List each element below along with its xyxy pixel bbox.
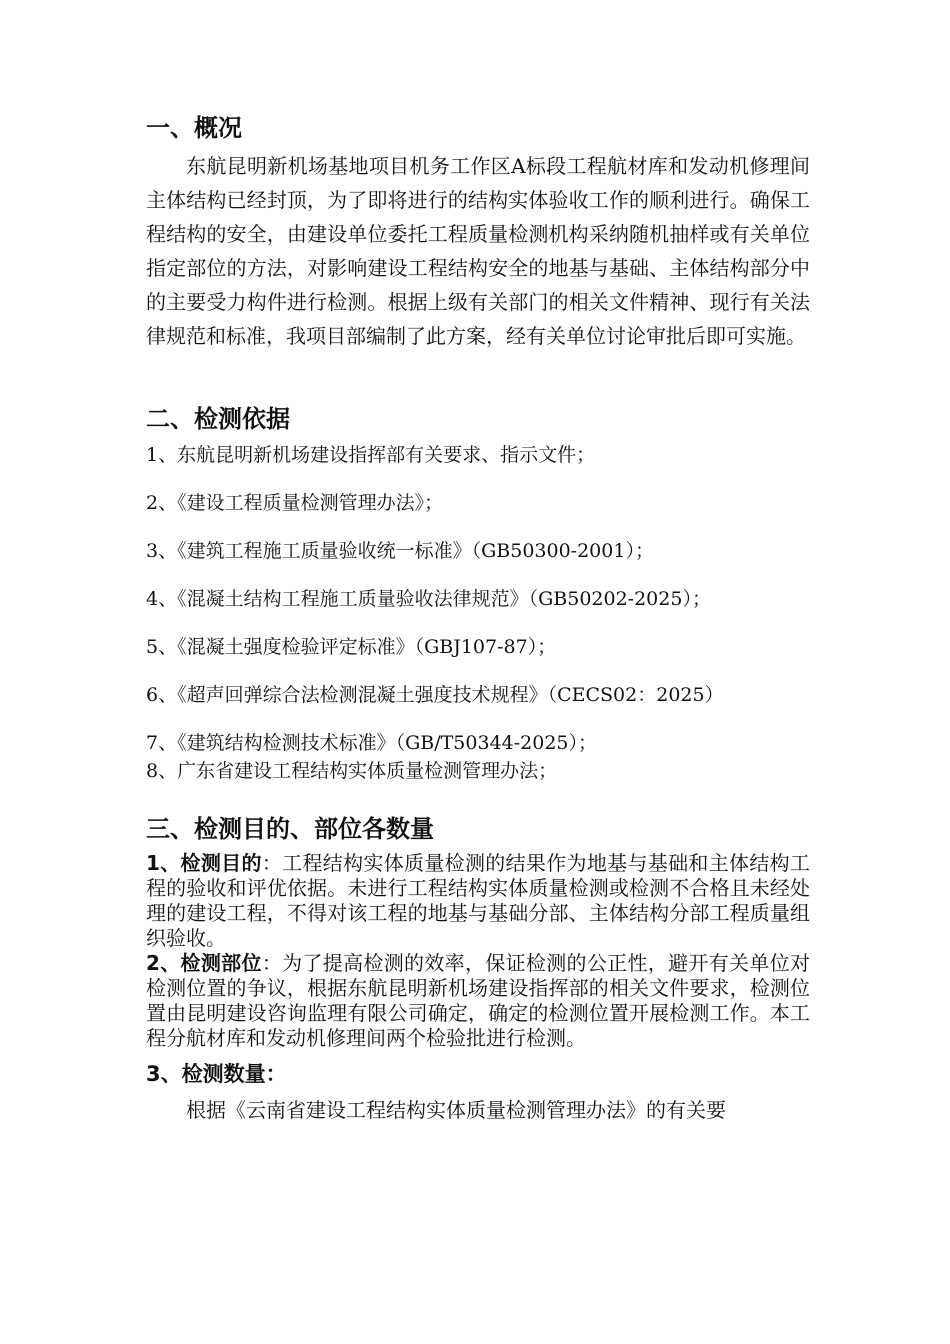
basis-list [146,441,810,785]
purpose-label: 1、检测目的 [146,851,262,875]
section-1-title: 一、概况 [146,114,242,142]
location-paragraph [146,951,810,1051]
document-page [146,110,810,1127]
basis-item-3: 3、《建筑工程施工质量验收统一标准》（GB50300-2001）； [146,540,654,562]
basis-item-8: 8、广东省建设工程结构实体质量检测管理办法； [146,760,558,782]
purpose-text: ：工程结构实体质量检测的结果作为地基与基础和主体结构工程的验收和评优依据。未进行工程结构实体质量检测或检测不合格且未经处理的建设工程，不得对该工程的地基与基础分部、主体结构分部工程质量组织验收。 [146,851,811,950]
quantity-heading: 3、检测数量： [146,1062,287,1086]
basis-item-1: 1、东航昆明新机场建设指挥部有关要求、指示文件； [146,444,596,466]
location-text: ：为了提高检测的效率，保证检测的公正性，避开有关单位对检测位置的争议，根据东航昆明新机场建设指挥部的相关文件要求，检测位置由昆明建设咨询监理有限公司确定，确定的检测位置开展检测工作。本工程分航材库和发动机修理间两个检验批进行检测。 [146,951,811,1050]
basis-item-6: 6、《超声回弹综合法检测混凝土强度技术规程》（CECS02：2025） [146,684,724,706]
basis-item-7: 7、《建筑结构检测技术标准》（GB/T50344-2025）； [146,732,598,754]
section-3-title: 三、检测目的、部位各数量 [146,815,434,843]
basis-item-2: 2、《建设工程质量检测管理办法》； [146,492,444,514]
basis-item-5: 5、《混凝土强度检验评定标准》（GBJ107-87）； [146,636,557,658]
location-label: 2、检测部位 [146,951,262,975]
purpose-paragraph [146,851,810,951]
section-1-paragraph: 东航昆明新机场基地项目机务工作区A标段工程航材库和发动机修理间主体结构已经封顶，为了即将进行的结构实体验收工作的顺利进行。确保工程结构的安全，由建设单位委托工程质量检测机构采纳随机抽样或有关单位指定部位的方法，对影响建设工程结构安全的地基与基础、主体结构部分中的主要受力构件进行检测。根据上级有关部门的相关文件精神、现行有关法律规范和标准，我项目部编制了此方案，经有关单位讨论审批后即可实施。 [146,154,810,348]
quantity-paragraph: 根据《云南省建设工程结构实体质量检测管理办法》的有关要 [186,1098,726,1122]
basis-item-4: 4、《混凝土结构工程施工质量验收法律规范》（GB50202-2025）； [146,588,711,610]
section-2-title: 二、检测依据 [146,405,290,433]
